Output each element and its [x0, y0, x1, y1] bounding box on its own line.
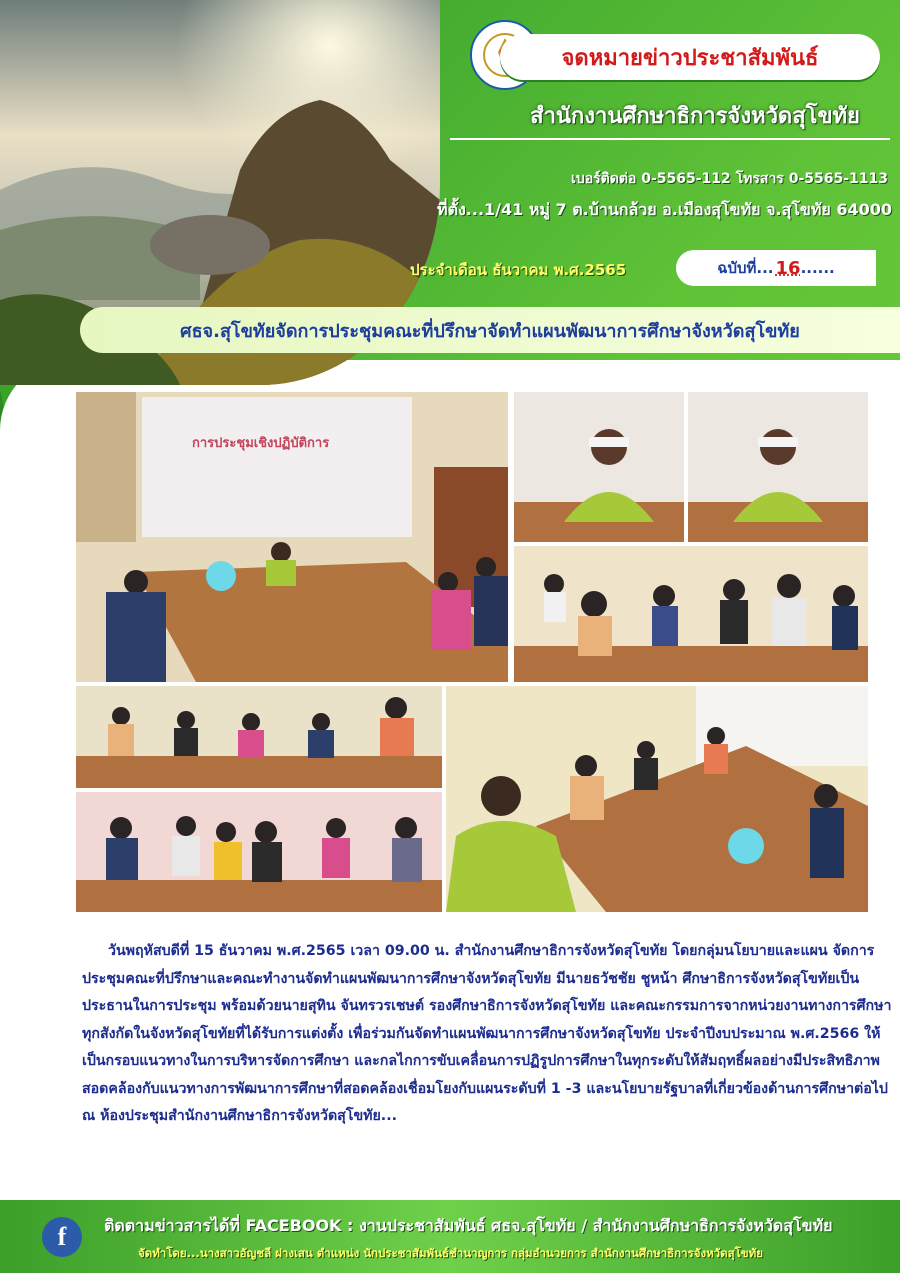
issue-month: ประจำเดือน ธันวาคม พ.ศ.2565: [410, 261, 627, 279]
headline-bar: [80, 307, 900, 353]
facebook-icon-letter: f: [57, 1222, 67, 1251]
article-body: [82, 938, 894, 1131]
issue-number-box: [676, 250, 876, 286]
header-divider: [450, 138, 890, 140]
office-address: ที่ตั้ง...1/41 หมู่ 7 ต.บ้านกล้วย อ.เมืองสุโขทัย จ.สุโขทัย 64000: [437, 200, 892, 219]
meeting-room-photo: [76, 392, 508, 682]
participants-photo: [514, 546, 868, 682]
contact-phone: เบอร์ติดต่อ 0-5565-112 โทรสาร 0-5565-1113: [571, 171, 888, 187]
projector-slide-title: การประชุมเชิงปฏิบัติการ: [192, 436, 330, 451]
meeting-photo-5: [446, 686, 868, 912]
issue-number: 16: [775, 257, 801, 279]
credit-line: จัดทำโดย...นางสาวอัญชลี ฝางเสน ตำแหน่ง นักประชาสัมพันธ์ชำนาญการ กลุ่มอำนวยการ สำนักงานศึกษาธิการจังหวัดสุโขทัย: [138, 1246, 763, 1260]
facebook-icon[interactable]: [42, 1217, 82, 1257]
photo-collage: [76, 392, 868, 912]
newsletter-title: จดหมายข่าวประชาสัมพันธ์: [561, 45, 819, 71]
issue-label: ฉบับที่: [717, 259, 757, 277]
meeting-photo-3: [76, 686, 442, 788]
chairman-photo-1: [514, 392, 684, 542]
headline: ศธจ.สุโขทัยจัดการประชุมคณะที่ปรึกษาจัดทำแผนพัฒนาการศึกษาจังหวัดสุโขทัย: [180, 320, 800, 342]
issue-dots: ...: [756, 259, 774, 277]
newsletter-title-box: [500, 34, 880, 80]
organization-name: สำนักงานศึกษาธิการจังหวัดสุโขทัย: [530, 104, 860, 129]
meeting-photo-4: [76, 792, 442, 912]
facebook-follow-text: ติดตามข่าวสารได้ที่ FACEBOOK : งานประชาสัมพันธ์ ศธจ.สุโขทัย / สำนักงานศึกษาธิการจังหวัดสุโขทัย: [104, 1216, 833, 1235]
chairman-photo-2: [688, 392, 868, 542]
article-paragraph: วันพฤหัสบดีที่ 15 ธันวาคม พ.ศ.2565 เวลา 09.00 น. สำนักงานศึกษาธิการจังหวัดสุโขทัย โดยกลุ่มนโยบายและแผน จัดการประชุมคณะที่ปรึกษาและคณะทำงานจัดทำแผนพัฒนาการศึกษาจังหวัดสุโขทัย มีนายธวัชชัย ชูหน้า ศึกษาธิการจังหวัดสุโขทัยเป็นประธานในการประชุม พร้อมด้วยนายสุทิน จันทรวรเชษต์ รองศึกษาธิการจังหวัดสุโขทัย และคณะกรรมการจากหน่วยงานทางการศึกษาทุกสังกัดในจังหวัดสุโขทัยที่ได้รับการแต่งตั้ง เพื่อร่วมกันจัดทำแผนพัฒนาการศึกษาจังหวัดสุโขทัย ประจำปีงบประมาณ พ.ศ.2566 ให้เป็นกรอบแนวทางในการบริหารจัดการศึกษา และกลไกการขับเคลื่อนการปฏิรูปการศึกษาในทุกระดับให้สัมฤทธิ์ผลอย่างมีประสิทธิภาพ สอดคล้องกับแนวทางการพัฒนาการศึกษาที่สอดคล้องเชื่อมโยงกับแผนระดับที่ 1 -3 และนโยบายรัฐบาลที่เกี่ยวข้องด้านการศึกษาต่อไป ณ ห้องประชุมสำนักงานศึกษาธิการจังหวัดสุโขทัย...: [82, 943, 892, 1124]
issue-dots-trailing: ......: [800, 259, 835, 277]
